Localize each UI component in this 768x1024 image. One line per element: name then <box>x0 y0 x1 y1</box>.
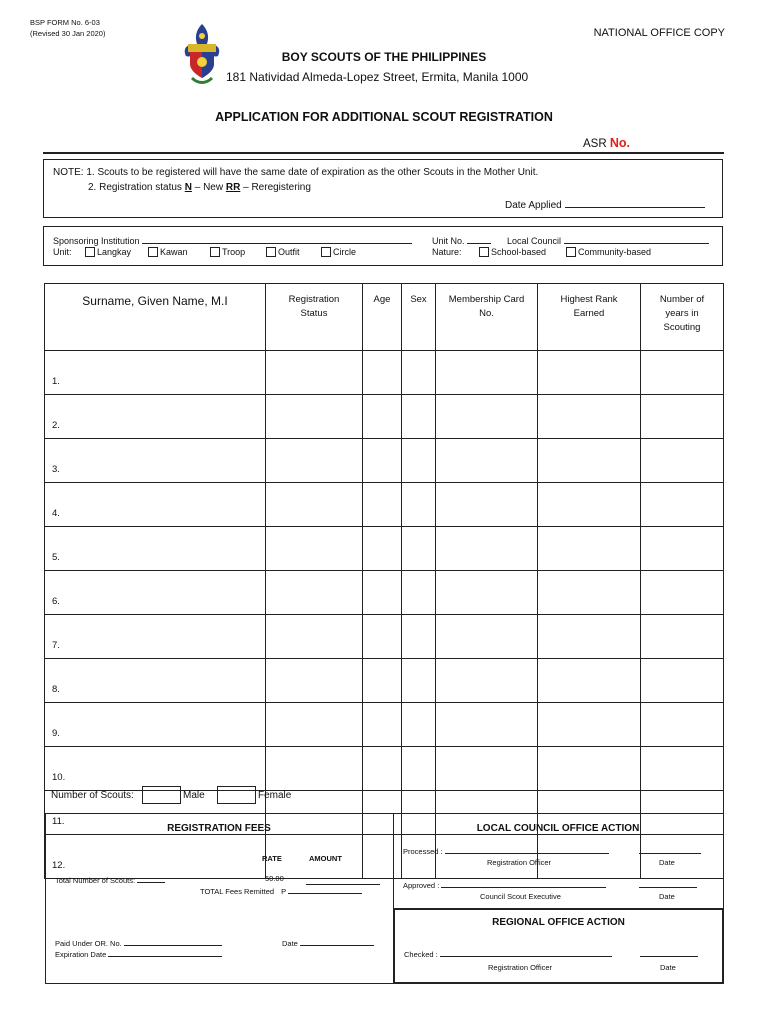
circle-label: Circle <box>333 247 357 257</box>
paid-date-field[interactable] <box>282 938 374 948</box>
col-registration-status <box>266 284 363 351</box>
status-rr: RR <box>225 182 241 193</box>
entry-cell[interactable] <box>436 395 538 439</box>
fees-title: REGISTRATION FEES <box>167 823 271 834</box>
org-name: BOY SCOUTS OF THE PHILIPPINES <box>281 50 487 64</box>
registration-fees-box <box>45 813 394 984</box>
entry-cell[interactable] <box>266 483 363 527</box>
nature-label: Nature: <box>432 247 462 257</box>
table-row <box>45 659 724 703</box>
total-scouts-label: Total Number of Scouts: <box>55 876 136 885</box>
scout-count-label: Number of Scouts: <box>51 790 134 801</box>
entry-cell[interactable] <box>266 439 363 483</box>
entry-cell[interactable] <box>402 615 436 659</box>
community-based-checkbox[interactable] <box>566 247 576 257</box>
col-highest-rank-label: Highest Rank Earned <box>560 294 618 319</box>
note-line-1: NOTE: 1. Scouts to be registered will have the same date of expiration as the other Scouts in the Mother Unit. <box>53 167 539 178</box>
processed-field[interactable] <box>403 846 609 856</box>
row-number-cell[interactable]: 7. <box>45 615 266 659</box>
unit-type-row <box>53 247 72 257</box>
entry-cell[interactable] <box>538 483 641 527</box>
checked-officer-label: Registration Officer <box>488 963 553 972</box>
entry-cell[interactable] <box>266 351 363 395</box>
entry-cell[interactable] <box>436 747 538 791</box>
entry-cell[interactable] <box>363 439 402 483</box>
approved-field[interactable] <box>403 880 606 890</box>
revision-date: (Revised 30 Jan 2020) <box>30 29 106 38</box>
table-row <box>45 439 724 483</box>
nature-option-school[interactable] <box>479 247 546 257</box>
paid-date-line[interactable] <box>300 938 374 946</box>
table-row <box>45 615 724 659</box>
entry-cell[interactable] <box>538 615 641 659</box>
entry-cell[interactable] <box>641 527 724 571</box>
langkay-label: Langkay <box>97 247 132 257</box>
male-count-box[interactable] <box>142 786 181 804</box>
entry-cell[interactable] <box>266 615 363 659</box>
entry-cell[interactable] <box>363 659 402 703</box>
local-council-label: Local Council <box>507 236 562 246</box>
col-sex: Sex <box>402 284 436 351</box>
asr-number <box>583 136 630 150</box>
row-number-cell[interactable]: 5. <box>45 527 266 571</box>
school-based-label: School-based <box>491 247 547 257</box>
note-box <box>43 159 723 218</box>
entry-cell[interactable] <box>641 395 724 439</box>
outfit-label: Outfit <box>278 247 300 257</box>
entry-cell[interactable] <box>538 527 641 571</box>
form-number: BSP FORM No. 6-03 <box>30 18 100 27</box>
form-number-block <box>30 17 105 39</box>
entry-cell[interactable] <box>436 659 538 703</box>
rate-value: 50.00 <box>265 874 284 883</box>
col-age: Age <box>363 284 402 351</box>
kawan-checkbox[interactable] <box>148 247 158 257</box>
unit-option-kawan[interactable] <box>148 247 188 257</box>
entry-cell[interactable] <box>402 659 436 703</box>
entry-cell[interactable] <box>266 703 363 747</box>
entry-cell[interactable] <box>538 439 641 483</box>
processed-date-line[interactable] <box>639 846 701 854</box>
entry-cell[interactable] <box>641 351 724 395</box>
entry-cell[interactable] <box>402 747 436 791</box>
note-line-2-prefix: 2. Registration status <box>88 182 182 193</box>
copy-label: NATIONAL OFFICE COPY <box>593 27 725 39</box>
row-number-cell[interactable]: 10. <box>45 747 266 791</box>
entry-cell[interactable] <box>538 571 641 615</box>
entry-cell[interactable] <box>266 395 363 439</box>
row-number-cell[interactable]: 3. <box>45 439 266 483</box>
page-title: APPLICATION FOR ADDITIONAL SCOUT REGISTRATION <box>215 110 553 124</box>
col-registration-status-label: Registration Status <box>288 294 340 319</box>
table-row <box>45 483 724 527</box>
processed-label: Processed : <box>403 847 443 856</box>
troop-label: Troop <box>222 247 246 257</box>
entry-cell[interactable] <box>363 527 402 571</box>
processed-date-label: Date <box>659 858 675 867</box>
date-applied-label: Date Applied <box>505 200 562 211</box>
col-name: Surname, Given Name, M.I <box>45 284 266 351</box>
paid-under-label: Paid Under OR. No. <box>55 939 122 948</box>
expiration-label: Expiration Date <box>55 950 107 959</box>
approved-date-label: Date <box>659 892 675 901</box>
entry-cell[interactable] <box>538 351 641 395</box>
row-number-cell[interactable]: 6. <box>45 571 266 615</box>
entry-cell[interactable] <box>402 703 436 747</box>
entry-cell[interactable] <box>641 439 724 483</box>
approved-label: Approved : <box>403 881 440 890</box>
entry-cell[interactable] <box>363 747 402 791</box>
entry-cell[interactable] <box>363 483 402 527</box>
note-line-2-mid: – New <box>194 182 224 193</box>
regional-action-box <box>393 908 724 984</box>
entry-cell[interactable] <box>436 439 538 483</box>
local-council-line[interactable] <box>564 234 709 244</box>
female-count-box[interactable] <box>217 786 256 804</box>
checked-field[interactable] <box>404 949 612 959</box>
entry-cell[interactable] <box>402 351 436 395</box>
entry-cell[interactable] <box>363 351 402 395</box>
paid-date-label: Date <box>282 939 298 948</box>
status-n: N <box>184 182 192 193</box>
table-header-row <box>45 284 724 351</box>
entry-cell[interactable] <box>402 395 436 439</box>
unit-info-box <box>43 226 723 266</box>
table-row <box>45 571 724 615</box>
checked-date-label: Date <box>660 963 676 972</box>
rate-header: RATE <box>262 854 282 863</box>
row-number-cell[interactable]: 4. <box>45 483 266 527</box>
date-applied-field[interactable] <box>505 198 705 211</box>
col-years-scouting-label: Number of years in Scouting <box>659 294 705 333</box>
date-applied-line[interactable] <box>565 198 705 208</box>
checked-line[interactable] <box>440 949 612 957</box>
entry-cell[interactable] <box>641 615 724 659</box>
total-scouts-field[interactable] <box>55 875 165 885</box>
entry-cell[interactable] <box>538 703 641 747</box>
outfit-checkbox[interactable] <box>266 247 276 257</box>
kawan-label: Kawan <box>160 247 188 257</box>
col-highest-rank <box>538 284 641 351</box>
entry-cell[interactable] <box>363 703 402 747</box>
note-line-2-suffix: – Reregistering <box>243 182 311 193</box>
table-row <box>45 395 724 439</box>
table-row <box>45 351 724 395</box>
local-council-title: LOCAL COUNCIL OFFICE ACTION <box>476 823 640 834</box>
entry-cell[interactable] <box>436 571 538 615</box>
row-number-cell[interactable]: 1. <box>45 351 266 395</box>
processed-officer-label: Registration Officer <box>487 858 552 867</box>
male-label: Male <box>183 790 205 801</box>
entry-cell[interactable] <box>363 615 402 659</box>
asr-no: No. <box>609 136 630 150</box>
entry-cell[interactable] <box>436 527 538 571</box>
row-number-cell[interactable]: 9. <box>45 703 266 747</box>
female-label: Female <box>258 790 292 801</box>
row-number-cell[interactable]: 12. <box>45 835 266 879</box>
unit-option-outfit[interactable] <box>266 247 300 257</box>
entry-cell[interactable] <box>641 483 724 527</box>
total-remitted-field[interactable] <box>200 886 362 896</box>
col-membership-card-label: Membership Card No. <box>448 294 525 319</box>
table-row <box>45 703 724 747</box>
approved-date-line[interactable] <box>639 880 697 888</box>
checked-label: Checked : <box>404 950 438 959</box>
entry-cell[interactable] <box>641 703 724 747</box>
entry-cell[interactable] <box>641 659 724 703</box>
sponsoring-label: Sponsoring Institution <box>53 236 140 246</box>
paid-under-line[interactable] <box>124 938 222 946</box>
unit-option-langkay[interactable] <box>85 247 131 257</box>
entry-cell[interactable] <box>266 747 363 791</box>
unit-no-label: Unit No. <box>432 236 465 246</box>
total-scouts-line[interactable] <box>137 875 165 883</box>
total-remitted-line[interactable] <box>288 886 362 894</box>
row-number-cell[interactable]: 2. <box>45 395 266 439</box>
processed-line[interactable] <box>445 846 609 854</box>
row-number-cell[interactable]: 11. <box>45 791 266 835</box>
asr-label: ASR <box>583 138 607 150</box>
entry-cell[interactable] <box>436 703 538 747</box>
school-based-checkbox[interactable] <box>479 247 489 257</box>
troop-checkbox[interactable] <box>210 247 220 257</box>
note-line-2 <box>88 182 311 193</box>
amount-line[interactable] <box>306 875 380 885</box>
table-row <box>45 527 724 571</box>
entry-cell[interactable] <box>436 483 538 527</box>
col-membership-card <box>436 284 538 351</box>
col-years-scouting <box>641 284 724 351</box>
entry-cell[interactable] <box>538 659 641 703</box>
unit-option-troop[interactable] <box>210 247 245 257</box>
unit-no-field[interactable] <box>432 234 491 246</box>
expiration-line[interactable] <box>108 949 222 957</box>
sponsoring-field[interactable] <box>53 234 412 246</box>
entry-cell[interactable] <box>436 615 538 659</box>
entry-cell[interactable] <box>266 527 363 571</box>
entry-cell[interactable] <box>402 483 436 527</box>
unit-label: Unit: <box>53 247 72 257</box>
expiration-field[interactable] <box>55 949 222 959</box>
peso-sign: P <box>281 887 287 896</box>
regional-title: REGIONAL OFFICE ACTION <box>492 917 625 928</box>
entry-cell[interactable] <box>641 747 724 791</box>
unit-no-line[interactable] <box>467 234 491 244</box>
entry-cell[interactable] <box>538 747 641 791</box>
local-council-field[interactable] <box>507 234 709 246</box>
paid-under-field[interactable] <box>55 938 222 948</box>
entry-cell[interactable] <box>402 527 436 571</box>
entry-cell[interactable] <box>266 571 363 615</box>
sponsoring-line[interactable] <box>142 234 412 244</box>
checked-date-line[interactable] <box>640 949 698 957</box>
entry-cell[interactable] <box>538 395 641 439</box>
circle-checkbox[interactable] <box>321 247 331 257</box>
org-address: 181 Natividad Almeda-Lopez Street, Ermita, Manila 1000 <box>226 70 529 84</box>
row-number-cell[interactable]: 8. <box>45 659 266 703</box>
title-rule <box>43 152 724 154</box>
total-remitted-label: TOTAL Fees Remitted <box>200 887 275 896</box>
approved-line[interactable] <box>441 880 606 888</box>
amount-header: AMOUNT <box>309 854 342 863</box>
table-row <box>45 747 724 791</box>
nature-option-community[interactable] <box>566 247 651 257</box>
entry-cell[interactable] <box>363 395 402 439</box>
entry-cell[interactable] <box>402 439 436 483</box>
langkay-checkbox[interactable] <box>85 247 95 257</box>
entry-cell[interactable] <box>266 659 363 703</box>
entry-cell[interactable] <box>363 571 402 615</box>
entry-cell[interactable] <box>402 571 436 615</box>
approved-exec-label: Council Scout Executive <box>480 892 561 901</box>
local-council-action-box <box>393 813 724 909</box>
entry-cell[interactable] <box>641 571 724 615</box>
unit-option-circle[interactable] <box>321 247 356 257</box>
entry-cell[interactable] <box>436 351 538 395</box>
community-based-label: Community-based <box>578 247 652 257</box>
